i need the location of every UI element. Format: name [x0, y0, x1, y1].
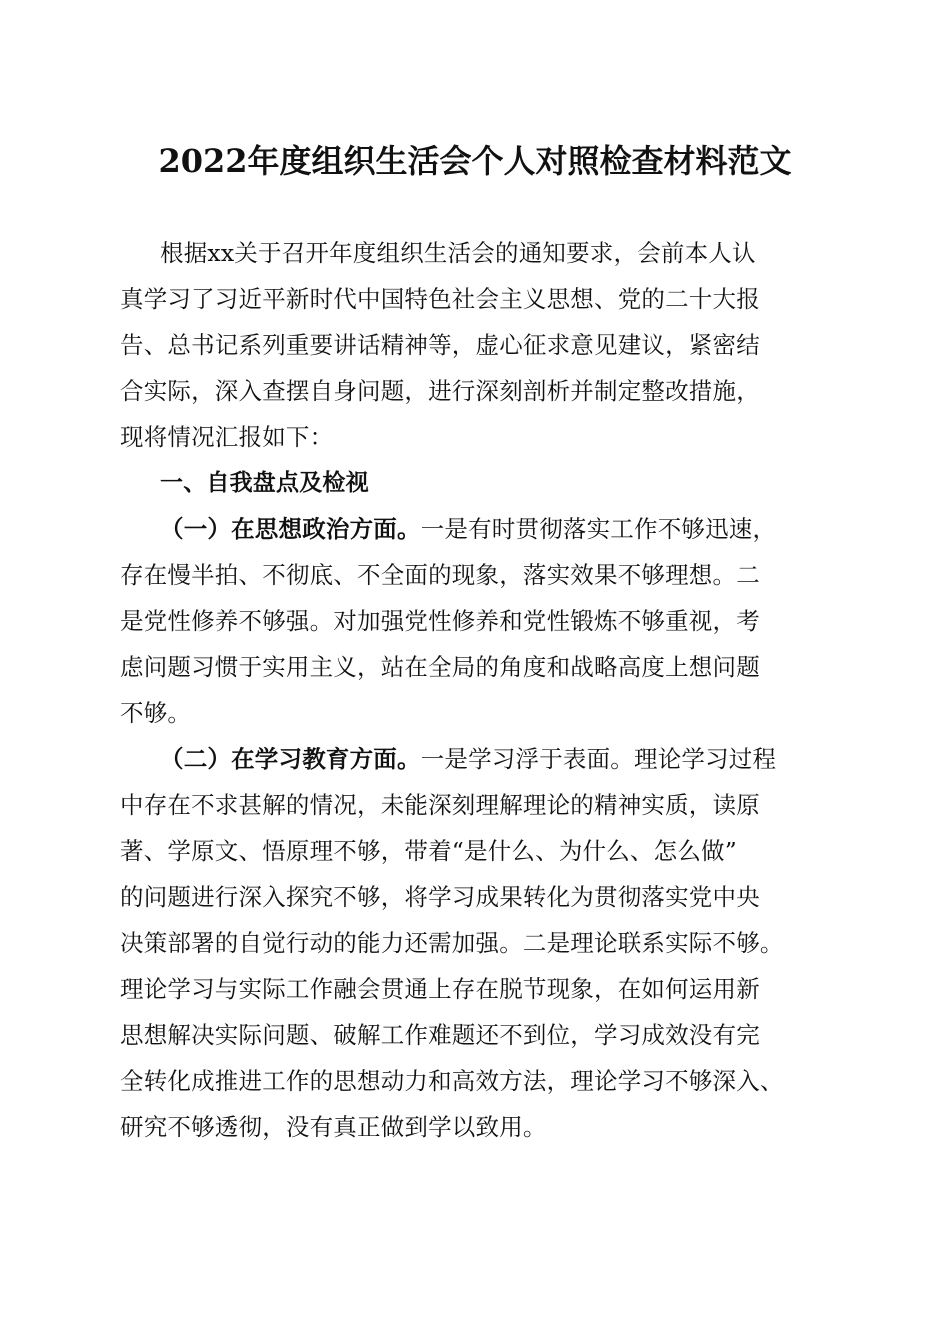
item-1-line: 虑问题习惯于实用主义，站在全局的角度和战略高度上想问题 — [120, 653, 760, 681]
item-1-line: 不够。 — [120, 699, 192, 727]
intro-line: 真学习了习近平新时代中国特色社会主义思想、党的二十大报 — [120, 285, 760, 313]
intro-line: 合实际，深入查摆自身问题，进行深刻剖析并制定整改措施， — [120, 377, 760, 405]
intro-line: 现将情况汇报如下： — [120, 423, 334, 451]
item-1-line: 存在慢半拍、不彻底、不全面的现象，落实效果不够理想。二 — [120, 561, 760, 589]
item-2-line: 思想解决实际问题、破解工作难题还不到位，学习成效没有完 — [120, 1021, 760, 1049]
item-2-line: 中存在不求甚解的情况，未能深刻理解理论的精神实质，读原 — [120, 791, 760, 819]
item-2-line: 全转化成推进工作的思想动力和高效方法，理论学习不够深入、 — [120, 1067, 784, 1095]
item-1-first-line-text: 一是有时贯彻落实工作不够迅速， — [420, 515, 777, 543]
item-2-first-line — [120, 736, 840, 782]
item-1-line: 是党性修养不够强。对加强党性修养和党性锻炼不够重视，考 — [120, 607, 760, 635]
document-title: 2022年度组织生活会个人对照检查材料范文 — [158, 142, 792, 180]
item-2-label: （二）在学习教育方面。 — [160, 745, 421, 773]
item-2-line: 著、学原文、悟原理不够，带着“是什么、为什么、怎么做” — [120, 837, 737, 865]
item-2-first-line-text: 一是学习浮于表面。理论学习过程 — [420, 745, 777, 773]
item-2-line: 研究不够透彻，没有真正做到学以致用。 — [120, 1113, 547, 1141]
item-2-line: 决策部署的自觉行动的能力还需加强。二是理论联系实际不够。 — [120, 929, 784, 957]
item-1-first-line — [120, 506, 840, 552]
document-body — [120, 230, 840, 1150]
item-2-line: 的问题进行深入探究不够，将学习成果转化为贯彻落实党中央 — [120, 883, 760, 911]
item-1-label: （一）在思想政治方面。 — [160, 515, 421, 543]
section-heading: 一、自我盘点及检视 — [160, 470, 369, 496]
intro-line: 告、总书记系列重要讲话精神等，虚心征求意见建议，紧密结 — [120, 331, 760, 359]
item-2-line: 理论学习与实际工作融会贯通上存在脱节现象，在如何运用新 — [120, 975, 760, 1003]
intro-line: 根据xx关于召开年度组织生活会的通知要求，会前本人认 — [160, 239, 756, 267]
